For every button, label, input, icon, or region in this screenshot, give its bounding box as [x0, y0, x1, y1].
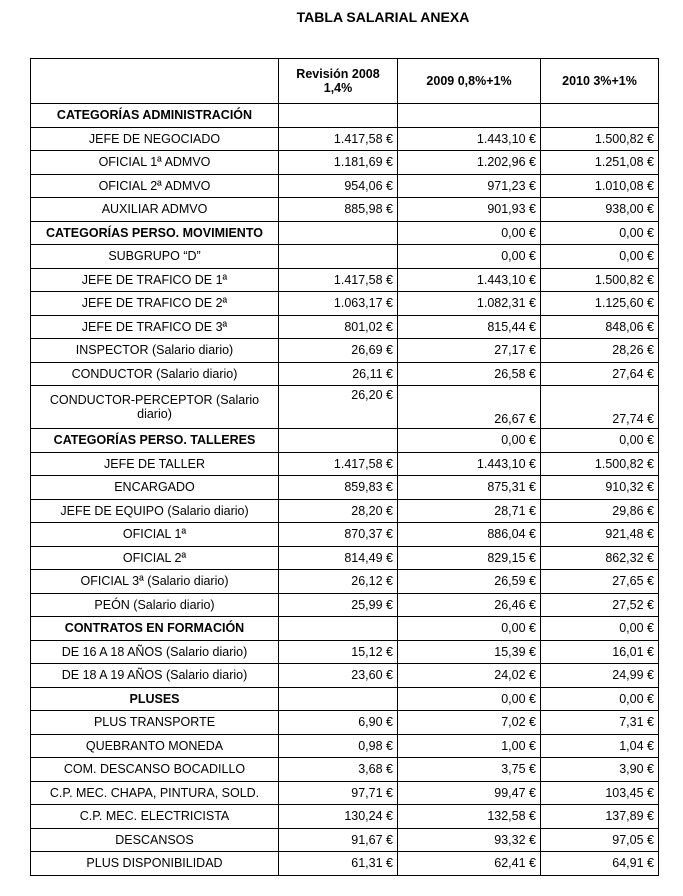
cell-2009: 26,67 € — [398, 386, 541, 429]
table-row — [31, 476, 659, 500]
table-row — [31, 781, 659, 805]
table-row — [31, 828, 659, 852]
table-body — [31, 104, 659, 876]
cell-2008: 870,37 € — [279, 523, 398, 547]
cell-2008: 814,49 € — [279, 546, 398, 570]
cell-2010: 0,00 € — [541, 221, 659, 245]
category-label: JEFE DE NEGOCIADO — [31, 127, 279, 151]
cell-2009: 901,93 € — [398, 198, 541, 222]
header-2009: 2009 0,8%+1% — [398, 59, 541, 104]
section-label: CATEGORÍAS ADMINISTRACIÓN — [31, 104, 279, 128]
category-label: PLUS TRANSPORTE — [31, 711, 279, 735]
cell-2008: 859,83 € — [279, 476, 398, 500]
cell-2009: 875,31 € — [398, 476, 541, 500]
table-row — [31, 174, 659, 198]
cell-2010: 27,65 € — [541, 570, 659, 594]
table-row — [31, 758, 659, 782]
table-row — [31, 315, 659, 339]
table-row — [31, 362, 659, 386]
cell-2010: 1.125,60 € — [541, 292, 659, 316]
category-label: C.P. MEC. ELECTRICISTA — [31, 805, 279, 829]
cell-2010: 910,32 € — [541, 476, 659, 500]
cell-2008: 0,98 € — [279, 734, 398, 758]
cell-2010: 1.010,08 € — [541, 174, 659, 198]
category-label: PEÓN (Salario diario) — [31, 593, 279, 617]
cell-2010: 921,48 € — [541, 523, 659, 547]
category-label: JEFE DE EQUIPO (Salario diario) — [31, 499, 279, 523]
cell-2008: 6,90 € — [279, 711, 398, 735]
cell-2010: 27,52 € — [541, 593, 659, 617]
cell-2010: 0,00 € — [541, 245, 659, 269]
cell-2008 — [279, 687, 398, 711]
cell-2010: 1.500,82 € — [541, 268, 659, 292]
category-label: JEFE DE TRAFICO DE 2ª — [31, 292, 279, 316]
category-label: COM. DESCANSO BOCADILLO — [31, 758, 279, 782]
table-row — [31, 711, 659, 735]
category-label: OFICIAL 2ª — [31, 546, 279, 570]
section-row — [31, 104, 659, 128]
header-2008-line1: Revisión 2008 1,4% — [296, 67, 380, 95]
cell-2008: 25,99 € — [279, 593, 398, 617]
cell-2009: 132,58 € — [398, 805, 541, 829]
cell-2010: 1,04 € — [541, 734, 659, 758]
header-2010: 2010 3%+1% — [541, 59, 659, 104]
cell-2009: 15,39 € — [398, 640, 541, 664]
cell-2008 — [279, 221, 398, 245]
table-header-row — [31, 59, 659, 104]
header-2008 — [279, 59, 398, 104]
section-row — [31, 429, 659, 453]
cell-2008 — [279, 617, 398, 641]
table-row — [31, 499, 659, 523]
table-row — [31, 386, 659, 429]
category-label: DE 16 A 18 AÑOS (Salario diario) — [31, 640, 279, 664]
category-label: DE 18 A 19 AÑOS (Salario diario) — [31, 664, 279, 688]
section-row — [31, 221, 659, 245]
cell-2009: 28,71 € — [398, 499, 541, 523]
cell-2010: 1.500,82 € — [541, 127, 659, 151]
cell-2009: 1.082,31 € — [398, 292, 541, 316]
cell-2008: 23,60 € — [279, 664, 398, 688]
section-row — [31, 617, 659, 641]
cell-2009: 0,00 € — [398, 245, 541, 269]
cell-2009: 0,00 € — [398, 617, 541, 641]
cell-2008: 1.417,58 € — [279, 452, 398, 476]
cell-2010: 24,99 € — [541, 664, 659, 688]
category-label: C.P. MEC. CHAPA, PINTURA, SOLD. — [31, 781, 279, 805]
table-row — [31, 734, 659, 758]
table-row — [31, 268, 659, 292]
category-label: OFICIAL 1ª ADMVO — [31, 151, 279, 175]
cell-2008: 15,12 € — [279, 640, 398, 664]
cell-2010: 16,01 € — [541, 640, 659, 664]
category-label: SUBGRUPO “D” — [31, 245, 279, 269]
table-row — [31, 452, 659, 476]
table-row — [31, 570, 659, 594]
table-row — [31, 805, 659, 829]
table-row — [31, 339, 659, 363]
cell-2009: 62,41 € — [398, 852, 541, 876]
cell-2009: 26,46 € — [398, 593, 541, 617]
category-label: JEFE DE TRAFICO DE 3ª — [31, 315, 279, 339]
category-label: QUEBRANTO MONEDA — [31, 734, 279, 758]
table-row — [31, 593, 659, 617]
cell-2009: 26,59 € — [398, 570, 541, 594]
cell-2008: 26,69 € — [279, 339, 398, 363]
table-row — [31, 245, 659, 269]
cell-2009: 815,44 € — [398, 315, 541, 339]
cell-2008 — [279, 429, 398, 453]
document-title: TABLA SALARIAL ANEXA — [296, 9, 470, 25]
category-label: DESCANSOS — [31, 828, 279, 852]
cell-2008: 1.063,17 € — [279, 292, 398, 316]
section-label: CATEGORÍAS PERSO. MOVIMIENTO — [31, 221, 279, 245]
category-label: INSPECTOR (Salario diario) — [31, 339, 279, 363]
category-label: CONDUCTOR-PERCEPTOR (Salario diario) — [31, 386, 279, 429]
cell-2009: 1,00 € — [398, 734, 541, 758]
cell-2009: 26,58 € — [398, 362, 541, 386]
cell-2010: 28,26 € — [541, 339, 659, 363]
table-row — [31, 292, 659, 316]
cell-2008: 28,20 € — [279, 499, 398, 523]
cell-2010: 1.500,82 € — [541, 452, 659, 476]
cell-2008 — [279, 104, 398, 128]
category-label: OFICIAL 1ª — [31, 523, 279, 547]
category-label: OFICIAL 2ª ADMVO — [31, 174, 279, 198]
cell-2009: 24,02 € — [398, 664, 541, 688]
category-label: AUXILIAR ADMVO — [31, 198, 279, 222]
cell-2009: 0,00 € — [398, 429, 541, 453]
cell-2009: 27,17 € — [398, 339, 541, 363]
table-row — [31, 852, 659, 876]
cell-2009: 1.443,10 € — [398, 268, 541, 292]
cell-2010: 862,32 € — [541, 546, 659, 570]
cell-2010: 137,89 € — [541, 805, 659, 829]
cell-2008: 26,20 € — [279, 386, 398, 429]
cell-2009 — [398, 104, 541, 128]
cell-2009: 1.443,10 € — [398, 452, 541, 476]
cell-2008: 26,12 € — [279, 570, 398, 594]
section-row — [31, 687, 659, 711]
cell-2008: 1.417,58 € — [279, 268, 398, 292]
category-label: ENCARGADO — [31, 476, 279, 500]
salary-table — [30, 58, 659, 876]
cell-2008 — [279, 245, 398, 269]
cell-2008: 1.181,69 € — [279, 151, 398, 175]
cell-2010: 103,45 € — [541, 781, 659, 805]
cell-2010: 0,00 € — [541, 687, 659, 711]
cell-2010: 27,74 € — [541, 386, 659, 429]
cell-2009: 829,15 € — [398, 546, 541, 570]
cell-2008: 97,71 € — [279, 781, 398, 805]
cell-2010: 97,05 € — [541, 828, 659, 852]
section-label: CONTRATOS EN FORMACIÓN — [31, 617, 279, 641]
cell-2009: 99,47 € — [398, 781, 541, 805]
table-row — [31, 198, 659, 222]
cell-2009: 1.443,10 € — [398, 127, 541, 151]
section-label: CATEGORÍAS PERSO. TALLERES — [31, 429, 279, 453]
cell-2009: 93,32 € — [398, 828, 541, 852]
cell-2009: 0,00 € — [398, 687, 541, 711]
cell-2010: 0,00 € — [541, 617, 659, 641]
category-label: OFICIAL 3ª (Salario diario) — [31, 570, 279, 594]
table-row — [31, 640, 659, 664]
cell-2009: 886,04 € — [398, 523, 541, 547]
table-row — [31, 151, 659, 175]
table-row — [31, 127, 659, 151]
cell-2008: 130,24 € — [279, 805, 398, 829]
cell-2009: 3,75 € — [398, 758, 541, 782]
cell-2010: 64,91 € — [541, 852, 659, 876]
cell-2010: 848,06 € — [541, 315, 659, 339]
category-label: JEFE DE TRAFICO DE 1ª — [31, 268, 279, 292]
category-label: CONDUCTOR (Salario diario) — [31, 362, 279, 386]
cell-2009: 1.202,96 € — [398, 151, 541, 175]
cell-2009: 7,02 € — [398, 711, 541, 735]
section-label: PLUSES — [31, 687, 279, 711]
cell-2008: 61,31 € — [279, 852, 398, 876]
cell-2010: 3,90 € — [541, 758, 659, 782]
cell-2008: 3,68 € — [279, 758, 398, 782]
table-row — [31, 523, 659, 547]
header-category — [31, 59, 279, 104]
category-label: JEFE DE TALLER — [31, 452, 279, 476]
cell-2010: 1.251,08 € — [541, 151, 659, 175]
cell-2008: 26,11 € — [279, 362, 398, 386]
cell-2010: 29,86 € — [541, 499, 659, 523]
cell-2008: 801,02 € — [279, 315, 398, 339]
cell-2008: 954,06 € — [279, 174, 398, 198]
cell-2008: 885,98 € — [279, 198, 398, 222]
cell-2008: 91,67 € — [279, 828, 398, 852]
cell-2010: 7,31 € — [541, 711, 659, 735]
cell-2010 — [541, 104, 659, 128]
table-row — [31, 546, 659, 570]
cell-2010: 27,64 € — [541, 362, 659, 386]
cell-2008: 1.417,58 € — [279, 127, 398, 151]
cell-2010: 938,00 € — [541, 198, 659, 222]
cell-2010: 0,00 € — [541, 429, 659, 453]
table-row — [31, 664, 659, 688]
cell-2009: 971,23 € — [398, 174, 541, 198]
cell-2009: 0,00 € — [398, 221, 541, 245]
category-label: PLUS DISPONIBILIDAD — [31, 852, 279, 876]
